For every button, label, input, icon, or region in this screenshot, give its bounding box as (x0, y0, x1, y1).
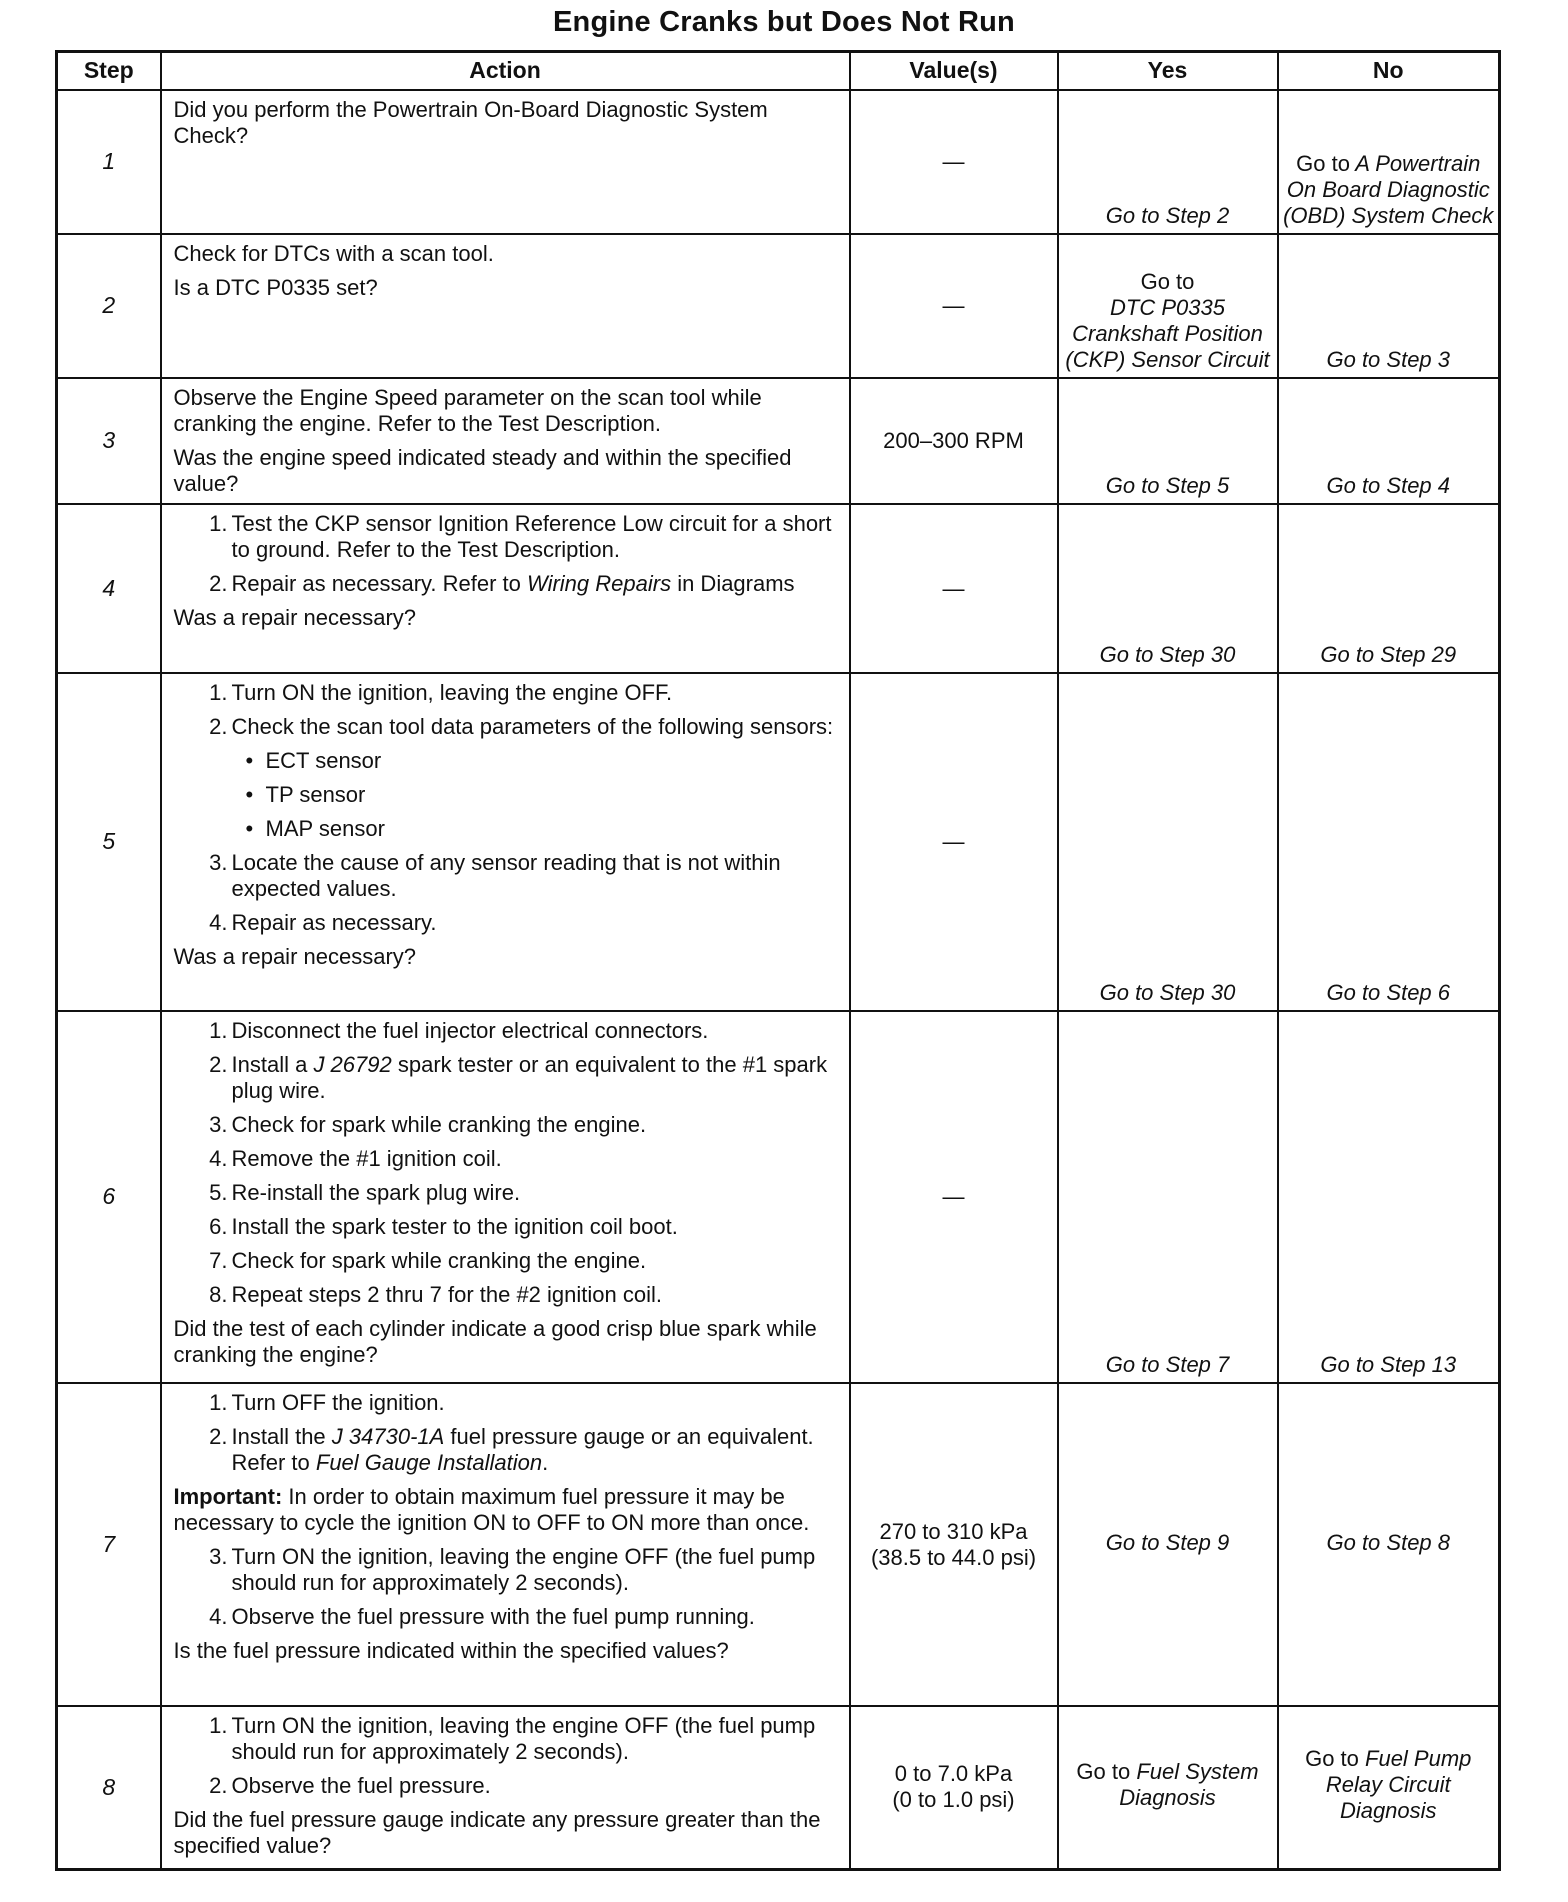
header-no: No (1278, 52, 1500, 91)
value-cell: — (850, 234, 1058, 378)
header-step: Step (57, 52, 161, 91)
procedure-list (174, 1018, 839, 1308)
no-link[interactable]: Go to Step 13 (1278, 1011, 1500, 1383)
procedure-item (174, 571, 839, 597)
item-text: Turn ON the ignition, leaving the engine OFF (the fuel pump should run for approximately 2 seconds). (231, 1713, 816, 1764)
value-psi: (0 to 1.0 psi) (892, 1787, 1015, 1813)
item-text: fuel pressure gauge or an equivalent. Refer to (231, 1423, 814, 1475)
step-number: 3 (57, 378, 161, 504)
table-row-step-6 (57, 1011, 1500, 1383)
item-text: Install the spark tester to the ignition coil boot. (231, 1213, 678, 1239)
item-text: Turn OFF the ignition. (231, 1390, 445, 1415)
no-cell[interactable] (1278, 1706, 1500, 1869)
action-cell (161, 90, 850, 234)
action-cell (161, 378, 850, 504)
action-question: Was a repair necessary? (173, 943, 417, 969)
yes-prefix: Go to (1140, 269, 1195, 295)
value-cell: 200–300 RPM (850, 378, 1058, 504)
item-text: Observe the fuel pressure with the fuel pump running. (231, 1603, 755, 1629)
item-number: 2. (209, 1051, 228, 1077)
important-note (174, 1484, 839, 1536)
item-number: 6. (209, 1213, 228, 1239)
header-row (57, 52, 1500, 91)
table-row-step-2 (57, 234, 1500, 378)
no-link[interactable]: Go to Step 4 (1278, 378, 1500, 504)
item-number: 2. (209, 570, 228, 596)
header-yes: Yes (1058, 52, 1278, 91)
yes-cell[interactable] (1058, 1706, 1278, 1869)
item-number: 3. (209, 1111, 228, 1137)
value-kpa: 0 to 7.0 kPa (894, 1761, 1013, 1787)
action-cell (161, 234, 850, 378)
action-cell (161, 673, 850, 1011)
table-row-step-7 (57, 1383, 1500, 1706)
action-question: Is the fuel pressure indicated within the specified values? (173, 1637, 729, 1663)
no-link[interactable]: Go to Step 6 (1278, 673, 1500, 1011)
no-prefix: Go to (1305, 1746, 1359, 1772)
table-row-step-4 (57, 504, 1500, 673)
procedure-item (174, 1713, 839, 1765)
item-number: 4. (209, 1145, 228, 1171)
step-number: 7 (57, 1383, 161, 1706)
procedure-list (174, 1390, 839, 1476)
no-cell[interactable] (1278, 90, 1500, 234)
procedure-item (174, 1773, 839, 1799)
item-number: 2. (209, 1772, 228, 1798)
item-number: 4. (209, 909, 228, 935)
gauge-tool-link[interactable]: J 34730-1A (331, 1423, 445, 1449)
item-number: 1. (209, 1713, 228, 1738)
step-number: 2 (57, 234, 161, 378)
item-number: 5. (209, 1179, 228, 1205)
value-psi: (38.5 to 44.0 psi) (870, 1544, 1037, 1570)
table-row-step-3 (57, 378, 1500, 504)
no-link[interactable]: Fuel Pump Relay Circuit Diagnosis (1325, 1746, 1472, 1824)
yes-link[interactable]: Go to Step 5 (1058, 378, 1278, 504)
item-text: Repair as necessary. (231, 909, 437, 935)
wiring-repairs-link[interactable]: Wiring Repairs (527, 570, 672, 596)
procedure-item (174, 714, 839, 842)
spark-tester-link[interactable]: J 26792 (313, 1051, 392, 1077)
yes-link[interactable]: Go to Step 7 (1058, 1011, 1278, 1383)
important-text: In order to obtain maximum fuel pressure it may be necessary to cycle the ignition ON to OFF to ON more than once. (173, 1483, 810, 1535)
header-values: Value(s) (850, 52, 1058, 91)
no-link[interactable]: Go to Step 3 (1278, 234, 1500, 378)
value-cell: — (850, 504, 1058, 673)
procedure-item (174, 1544, 839, 1596)
procedure-item (174, 1282, 839, 1308)
item-text: Repeat steps 2 thru 7 for the #2 ignition coil. (231, 1281, 662, 1307)
value-cell: — (850, 90, 1058, 234)
action-question: Is a DTC P0335 set? (173, 274, 378, 300)
page-title: Engine Cranks but Does Not Run (553, 6, 1015, 38)
procedure-list (174, 1544, 839, 1630)
item-text: Observe the fuel pressure. (231, 1772, 491, 1798)
yes-link[interactable]: Go to Step 30 (1058, 504, 1278, 673)
action-cell (161, 1011, 850, 1383)
item-number: 8. (209, 1281, 228, 1307)
step-number: 4 (57, 504, 161, 673)
yes-link[interactable]: Fuel System Diagnosis (1119, 1759, 1259, 1811)
item-text: Repair as necessary. Refer to (231, 570, 527, 596)
sensor-item: • TP sensor (232, 782, 839, 808)
item-text: Turn ON the ignition, leaving the engine OFF. (231, 680, 673, 705)
action-question: Did you perform the Powertrain On-Board Diagnostic System Check? (173, 97, 768, 148)
sensor-item: • ECT sensor (232, 748, 839, 774)
action-question: Was the engine speed indicated steady and within the specified value? (173, 444, 792, 496)
item-text: Locate the cause of any sensor reading that is not within expected values. (231, 849, 781, 901)
procedure-item (174, 1390, 839, 1416)
table-row-step-5 (57, 673, 1500, 1011)
item-number: 3. (209, 1543, 228, 1569)
yes-prefix: Go to (1076, 1759, 1131, 1785)
action-cell (161, 1706, 850, 1869)
procedure-item (174, 1180, 839, 1206)
item-text: Test the CKP sensor Ignition Reference Low circuit for a short to ground. Refer to the Test Description. (231, 511, 832, 562)
item-text: Check for spark while cranking the engine. (231, 1111, 647, 1137)
item-text: Disconnect the fuel injector electrical connectors. (231, 1018, 709, 1043)
yes-cell[interactable] (1058, 234, 1278, 378)
action-question: Did the fuel pressure gauge indicate any pressure greater than the specified value? (173, 1806, 821, 1858)
item-number: 2. (209, 1423, 228, 1449)
procedure-list (174, 511, 839, 597)
item-text: Check for spark while cranking the engine. (231, 1247, 647, 1273)
procedure-item (174, 1146, 839, 1172)
step-number: 6 (57, 1011, 161, 1383)
no-prefix: Go to (1296, 151, 1350, 177)
procedure-item (174, 680, 839, 706)
procedure-item (174, 1214, 839, 1240)
item-number: 1. (209, 511, 228, 536)
item-number: 1. (209, 1018, 228, 1043)
no-link[interactable]: Go to Step 29 (1278, 504, 1500, 673)
item-number: 3. (209, 849, 228, 875)
action-question: Was a repair necessary? (173, 604, 417, 630)
header-action: Action (161, 52, 850, 91)
yes-link[interactable]: DTC P0335 Crankshaft Position (CKP) Sensor Circuit (1065, 295, 1270, 373)
procedure-item (174, 850, 839, 902)
procedure-item (174, 1052, 839, 1104)
value-cell (850, 1383, 1058, 1706)
procedure-item (174, 1604, 839, 1630)
table-row-step-8 (57, 1706, 1500, 1869)
sensor-list (232, 748, 839, 842)
item-text: Install the (231, 1423, 332, 1449)
item-text: Check the scan tool data parameters of the following sensors: (231, 713, 834, 739)
item-text: in Diagrams (671, 570, 795, 596)
table-row-step-1 (57, 90, 1500, 234)
item-text: Install a (231, 1051, 314, 1077)
important-label: Important: (173, 1483, 283, 1509)
procedure-item (174, 1112, 839, 1138)
value-cell (850, 1706, 1058, 1869)
no-link[interactable]: Go to Step 8 (1278, 1383, 1500, 1706)
value-cell: — (850, 1011, 1058, 1383)
item-text: . (542, 1449, 549, 1475)
procedure-item (174, 1248, 839, 1274)
item-text: Turn ON the ignition, leaving the engine OFF (the fuel pump should run for approximately 2 seconds). (231, 1543, 816, 1595)
value-cell: — (850, 673, 1058, 1011)
value-kpa: 270 to 310 kPa (879, 1518, 1028, 1544)
item-text: Remove the #1 ignition coil. (231, 1145, 502, 1171)
procedure-item (174, 910, 839, 936)
action-cell (161, 1383, 850, 1706)
yes-link[interactable]: Go to Step 9 (1058, 1383, 1278, 1706)
procedure-item (174, 1018, 839, 1044)
action-question: Did the test of each cylinder indicate a good crisp blue spark while cranking the engine? (173, 1315, 817, 1367)
diagnostic-table (55, 50, 1501, 1871)
step-number: 5 (57, 673, 161, 1011)
item-text: Re-install the spark plug wire. (231, 1179, 521, 1205)
item-number: 4. (209, 1603, 228, 1629)
action-cell (161, 504, 850, 673)
procedure-list (174, 1713, 839, 1799)
step-number: 8 (57, 1706, 161, 1869)
item-text: spark tester or an equivalent to the #1 spark plug wire. (231, 1051, 828, 1103)
item-number: 1. (209, 1390, 228, 1415)
action-text: Check for DTCs with a scan tool. (173, 241, 494, 266)
no-link[interactable]: A Powertrain On Board Diagnostic (OBD) System Check (1283, 151, 1494, 229)
procedure-list (174, 680, 839, 936)
sensor-item: • MAP sensor (232, 816, 839, 842)
procedure-item (174, 1424, 839, 1476)
fuel-gauge-installation-link[interactable]: Fuel Gauge Installation (315, 1449, 543, 1475)
procedure-item (174, 511, 839, 563)
action-text: Observe the Engine Speed parameter on the scan tool while cranking the engine. Refer to the Test Description. (173, 385, 762, 436)
yes-link[interactable]: Go to Step 2 (1058, 90, 1278, 234)
item-number: 1. (209, 680, 228, 705)
yes-link[interactable]: Go to Step 30 (1058, 673, 1278, 1011)
item-number: 7. (209, 1247, 228, 1273)
item-number: 2. (209, 713, 228, 739)
step-number: 1 (57, 90, 161, 234)
